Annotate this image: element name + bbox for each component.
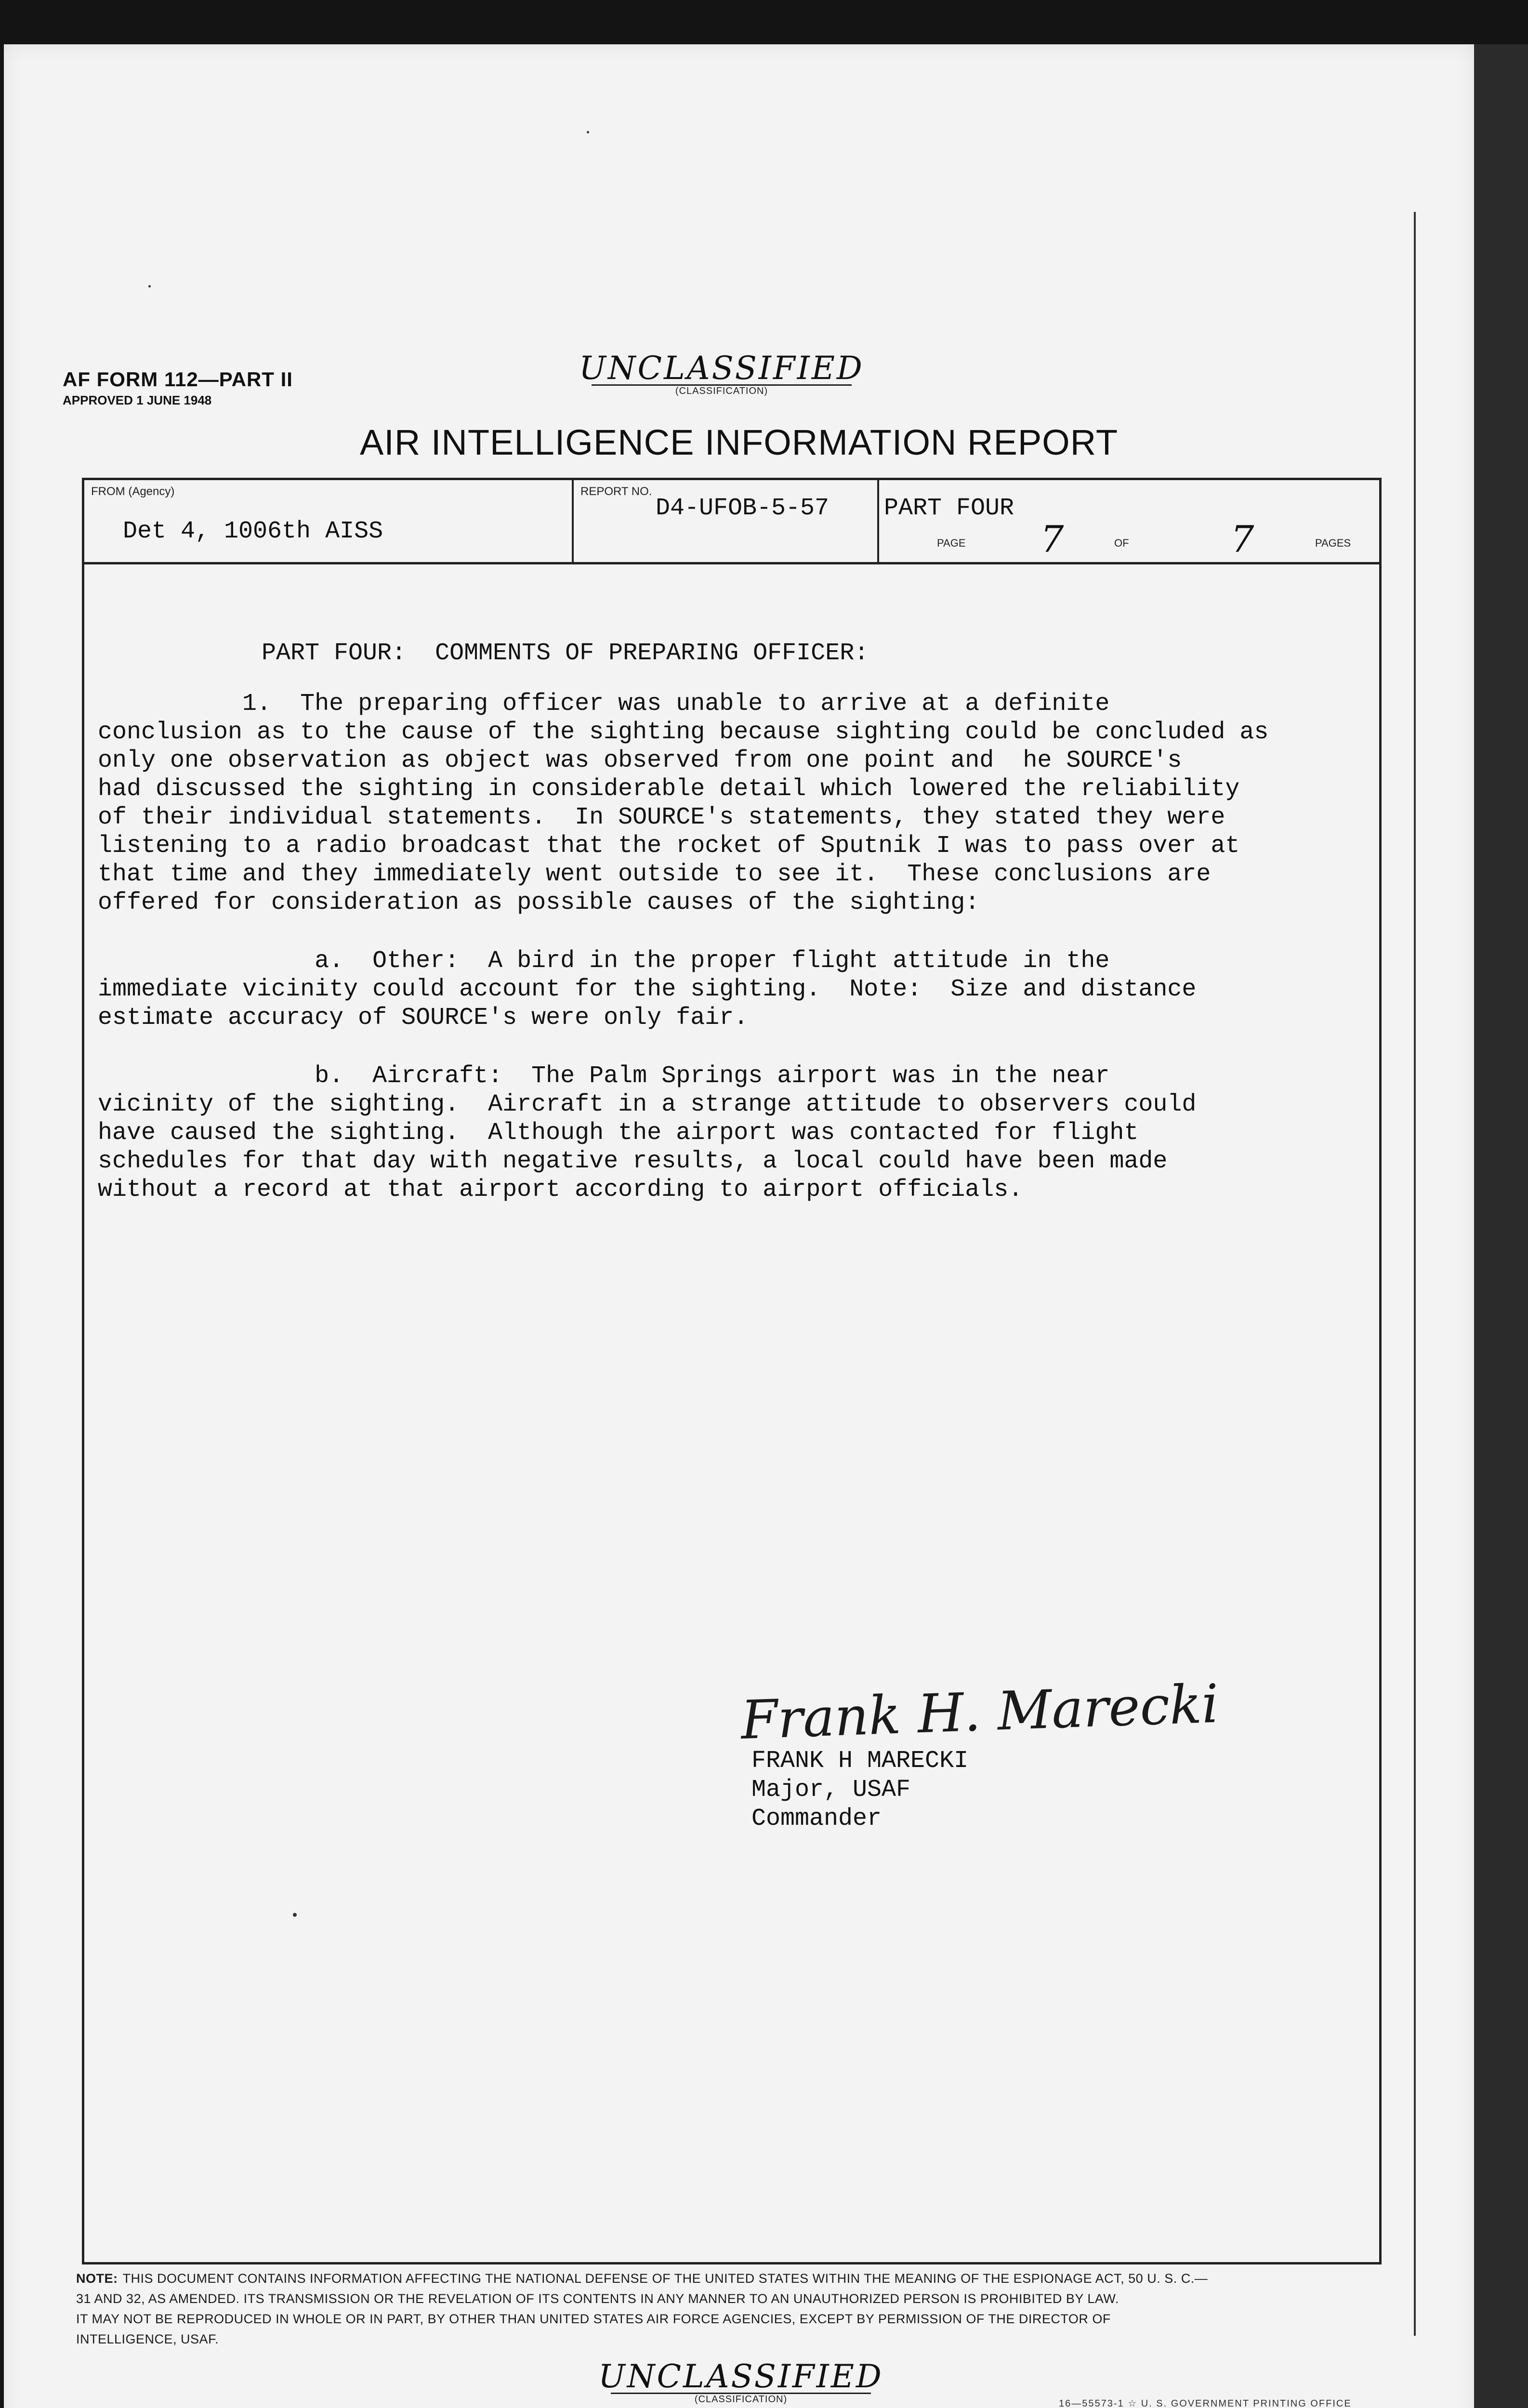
- part-cell: [879, 480, 1379, 562]
- from-value: Det 4, 1006th AISS: [123, 518, 383, 545]
- security-note: [76, 2268, 1406, 2349]
- pages-label: PAGES: [1315, 537, 1351, 549]
- classification-marking-bottom: UNCLASSIFIED: [598, 2358, 883, 2395]
- signer-title: Commander: [751, 1805, 882, 1832]
- paragraph-1: 1. The preparing officer was unable to arrive at a definite conclusion as to the cause of the sighting because sighting could be concluded as only one observation as object was observed from one point and he SOURCE's had discussed the sighting in considerable detail which lowered the reliability of their individual statements. In SOURCE's statements, they stated they were listening to a radio broadcast that the rocket of Sputnik I was to pass over at that time and they immediately went outside to see it. These conclusions are offered for consideration as possible causes of the sighting:: [98, 690, 1269, 916]
- signer-rank: Major, USAF: [751, 1776, 911, 1804]
- page-number: 7: [1041, 518, 1064, 561]
- paragraph-b: b. Aircraft: The Palm Springs airport was in the near vicinity of the sighting. Aircraft in a strange attitude to observers could have caused the sighting. Although the airport was contacted for flight schedules for that day with negative results, a local could have been made without a record at that airport according to airport officials.: [98, 1062, 1197, 1204]
- report-body: [98, 639, 1360, 1204]
- section-heading: PART FOUR: COMMENTS OF PREPARING OFFICER:: [262, 640, 869, 667]
- form-identifier: [63, 368, 293, 408]
- paragraph-a: a. Other: A bird in the proper flight attitude in the immediate vicinity could account for the sighting. Note: Size and distance estimate accuracy of SOURCE's were only fair.: [98, 947, 1197, 1032]
- document-page: [4, 44, 1474, 2408]
- page-label: PAGE: [937, 537, 966, 549]
- report-number-label: REPORT NO.: [580, 485, 652, 498]
- page-margin-line: [1414, 212, 1416, 2336]
- part-value: PART FOUR: [884, 495, 1014, 522]
- total-pages: 7: [1231, 518, 1254, 561]
- scan-edge: [1474, 44, 1528, 2408]
- note-text: THIS DOCUMENT CONTAINS INFORMATION AFFECTING THE NATIONAL DEFENSE OF THE UNITED STATES WITHIN THE MEANING OF THE ESPIONAGE ACT, 50 U. S. C.— 31 AND 32, AS AMENDED. ITS TRANSMISSION OR THE REVELATION OF ITS CONTENTS IN ANY MANNER TO AN UNAUTHORIZED PERSON IS PROHIBITED BY LAW. IT MAY NOT BE REPRODUCED IN WHOLE OR IN PART, BY OTHER THAN UNITED STATES AIR FORCE AGENCIES, EXCEPT BY PERMISSION OF THE DIRECTOR OF INTELLIGENCE, USAF.: [76, 2271, 1208, 2346]
- scan-speck: [148, 285, 151, 288]
- classification-caption-bottom: (CLASSIFICATION): [694, 2394, 788, 2405]
- signature-block: [739, 1673, 1220, 1833]
- printing-office-imprint: 16—55573-1 ☆ U. S. GOVERNMENT PRINTING OFFICE: [1059, 2398, 1352, 2408]
- form-number: AF FORM 112—PART II: [63, 368, 293, 391]
- signer-name: FRANK H MARECKI: [751, 1747, 969, 1775]
- from-label: FROM (Agency): [91, 485, 175, 498]
- report-number-cell: [574, 480, 879, 562]
- from-cell: [84, 480, 574, 562]
- report-title: AIR INTELLIGENCE INFORMATION REPORT: [359, 422, 1119, 462]
- scan-speck: [293, 1913, 297, 1917]
- report-number-value: D4-UFOB-5-57: [656, 495, 830, 522]
- report-header-row: [84, 480, 1379, 564]
- note-label: NOTE:: [76, 2271, 118, 2286]
- scan-speck: [587, 131, 589, 133]
- classification-bottom: [592, 2358, 890, 2405]
- form-approval-date: APPROVED 1 JUNE 1948: [63, 393, 212, 407]
- report-frame: [82, 478, 1382, 2264]
- of-label: OF: [1114, 537, 1129, 549]
- classification-marking-top: UNCLASSIFIED: [579, 350, 864, 387]
- classification-caption-top: (CLASSIFICATION): [675, 386, 768, 396]
- classification-top: [572, 350, 871, 397]
- handwritten-signature: Frank H. Marecki: [739, 1673, 1220, 1751]
